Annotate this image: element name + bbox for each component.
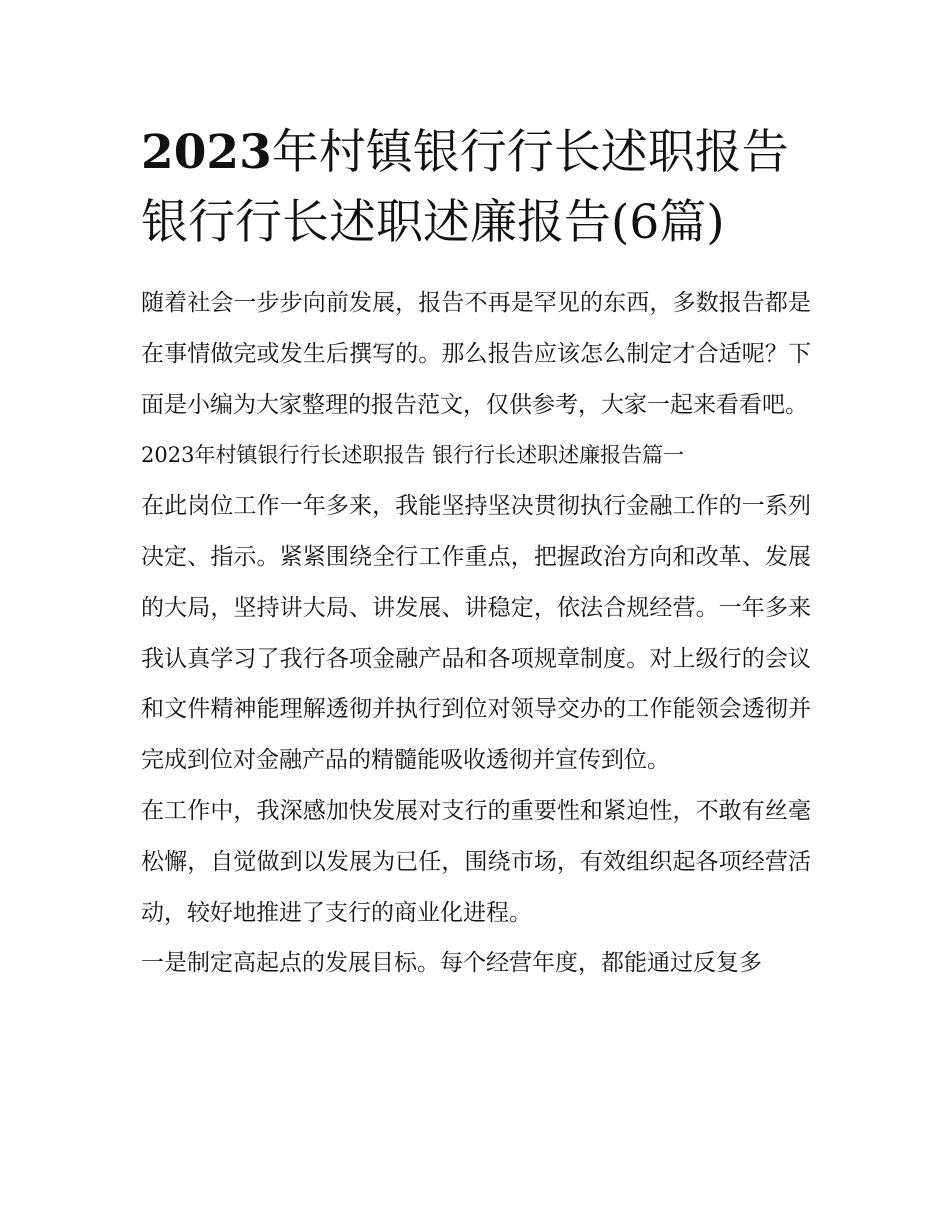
title-text: 年村镇银行行长述职报告银行行长述职述廉报告(6篇) (141, 125, 789, 250)
title-year: 2023 (141, 125, 272, 180)
document-title (141, 118, 811, 258)
document-body (141, 118, 811, 989)
body-paragraph-2: 在工作中，我深感加快发展对支行的重要性和紧迫性，不敢有丝毫松懈，自觉做到以发展为已任，围绕市场，有效组织起各项经营活动，较好地推进了支行的商业化进程。 (141, 797, 811, 926)
intro-paragraph: 随着社会一步步向前发展，报告不再是罕见的东西，多数报告都是在事情做完或发生后撰写的。那么报告应该怎么制定才合适呢？下面是小编为大家整理的报告范文，仅供参考，大家一起来看看吧。 (141, 290, 811, 418)
body-paragraph-1: 在此岗位工作一年多来，我能坚持坚决贯彻执行金融工作的一系列决定、指示。紧紧围绕全行工作重点，把握政治方向和改革、发展的大局，坚持讲大局、讲发展、讲稳定，依法合规经营。一年多来我认真学习了我行各项金融产品和各项规章制度。对上级行的会议和文件精神能理解透彻并执行到位对领导交办的工作能领会透彻并完成到位对金融产品的精髓能吸收透彻并宣传到位。 (141, 493, 811, 774)
body-paragraph-3: 一是制定高起点的发展目标。每个经营年度，都能通过反复多 (141, 950, 762, 977)
section-heading: 2023年村镇银行行长述职报告 银行行长述职述廉报告篇一 (141, 443, 685, 468)
